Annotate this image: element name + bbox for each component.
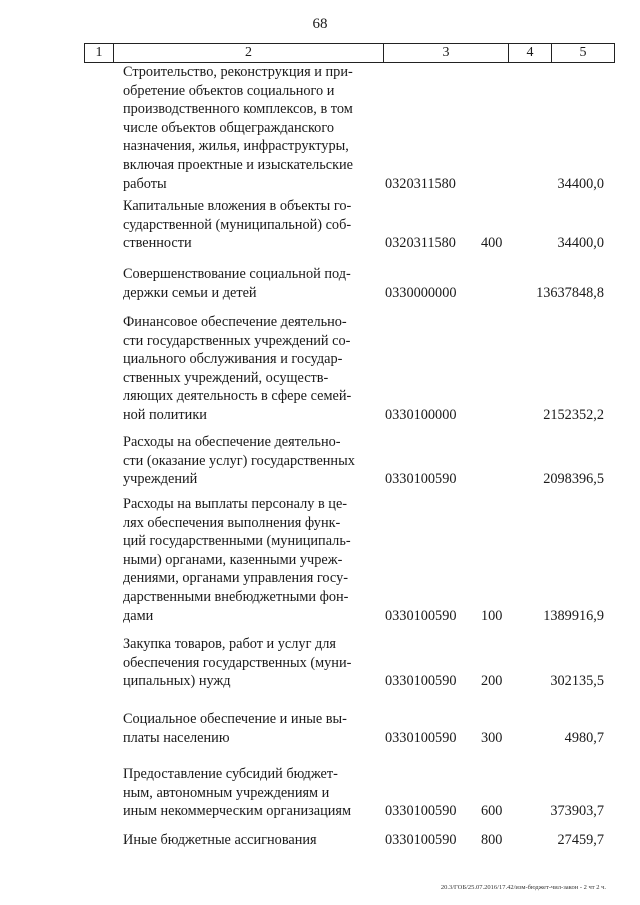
header-col-2: 2 xyxy=(114,44,384,62)
description-line: Закупка товаров, работ и услуг для xyxy=(123,636,336,652)
description-line: Социальное обеспечение и иные вы- xyxy=(123,711,347,727)
row-code: 0330100590 xyxy=(385,832,457,848)
footer-reference: 20.3/ГОБ/25.07.2016/17.42/изм-бюджет-чил-закон - 2 чт 2 ч. xyxy=(440,884,606,891)
row-description xyxy=(123,197,373,253)
row-type: 600 xyxy=(481,803,503,820)
description-line: Предоставление субсидий бюджет- xyxy=(123,766,338,782)
row-code: 0330100590 xyxy=(385,471,457,488)
description-line: производственного комплексов, в том xyxy=(123,101,353,118)
row-type: 300 xyxy=(481,729,503,746)
description-line: дами xyxy=(123,607,154,624)
description-line: сти государственных учреждений со- xyxy=(123,332,351,349)
description-line: Иные бюджетные ассигнования xyxy=(123,832,317,848)
description-line: числе объектов общегражданского xyxy=(123,119,334,136)
row-amount: 34400,0 xyxy=(557,175,604,192)
row-description xyxy=(123,265,373,302)
row-code: 0330100590 xyxy=(385,607,457,624)
description-line: иным некоммерческим организациям xyxy=(123,803,352,820)
description-line: ными) органами, казенными учреж- xyxy=(123,551,343,568)
row-amount: 4980,7 xyxy=(564,729,604,746)
description-line: Расходы на обеспечение деятельно- xyxy=(123,434,341,450)
row-type: 200 xyxy=(481,673,503,690)
row-description xyxy=(123,710,373,747)
row-description xyxy=(123,765,373,821)
description-line: назначения, жилья, инфраструктуры, xyxy=(123,138,349,155)
description-line: ципальных) нужд xyxy=(123,673,231,690)
description-line: лях обеспечения выполнения функ- xyxy=(123,514,341,531)
header-col-1: 1 xyxy=(85,44,114,62)
row-description xyxy=(123,433,373,489)
description-line: платы населению xyxy=(123,729,230,746)
row-type: 800 xyxy=(481,832,503,848)
row-code: 0330000000 xyxy=(385,284,457,301)
row-code: 0330100590 xyxy=(385,673,457,690)
row-amount: 2152352,2 xyxy=(543,407,604,423)
header-col-4: 4 xyxy=(509,44,552,62)
row-amount: 373903,7 xyxy=(550,803,604,820)
row-amount: 302135,5 xyxy=(550,673,604,690)
row-amount: 27459,7 xyxy=(557,832,604,848)
description-line: ной политики xyxy=(123,406,207,423)
description-line: работы xyxy=(123,175,167,192)
row-description xyxy=(123,831,373,850)
header-col-3: 3 xyxy=(384,44,509,62)
row-amount: 34400,0 xyxy=(557,235,604,252)
table-header xyxy=(84,43,615,63)
description-line: включая проектные и изыскательские xyxy=(123,156,354,173)
description-line: учреждений xyxy=(123,471,198,488)
row-description xyxy=(123,495,373,625)
row-code: 0320311580 xyxy=(385,175,456,192)
row-description xyxy=(123,635,373,691)
row-type: 400 xyxy=(481,235,503,252)
row-description xyxy=(123,63,373,193)
header-col-5: 5 xyxy=(579,45,587,60)
description-line: Совершенствование социальной под- xyxy=(123,266,351,282)
row-amount: 13637848,8 xyxy=(536,284,604,301)
row-code: 0330100000 xyxy=(385,407,457,423)
description-line: Капитальные вложения в объекты го- xyxy=(123,198,352,214)
row-amount: 2098396,5 xyxy=(543,471,604,488)
description-line: ций государственными (муниципаль- xyxy=(123,533,351,550)
description-line: держки семьи и детей xyxy=(123,284,257,301)
description-line: дениями, органами управления госу- xyxy=(123,570,348,587)
row-type: 100 xyxy=(481,607,503,624)
description-line: дарственными внебюджетными фон- xyxy=(123,588,349,605)
row-code: 0320311580 xyxy=(385,235,456,252)
description-line: ственности xyxy=(123,235,192,252)
description-line: ным, автономным учреждениям и xyxy=(123,784,330,801)
description-line: Расходы на выплаты персоналу в це- xyxy=(123,496,348,512)
description-line: сударственной (муниципальной) соб- xyxy=(123,216,352,233)
description-line: обеспечения государственных (муни- xyxy=(123,654,352,671)
description-line: обретение объектов социального и xyxy=(123,82,335,99)
description-line: ственных учреждений, осуществ- xyxy=(123,369,329,386)
description-line: сти (оказание услуг) государственных xyxy=(123,452,355,469)
row-description xyxy=(123,313,373,425)
row-code: 0330100590 xyxy=(385,803,457,820)
description-line: Строительство, реконструкция и при- xyxy=(123,64,353,80)
description-line: ляющих деятельность в сфере семей- xyxy=(123,388,352,405)
description-line: циального обслуживания и государ- xyxy=(123,351,343,368)
description-line: Финансовое обеспечение деятельно- xyxy=(123,314,347,330)
page-number: 68 xyxy=(312,16,328,32)
row-code: 0330100590 xyxy=(385,729,457,746)
row-amount: 1389916,9 xyxy=(543,607,604,624)
